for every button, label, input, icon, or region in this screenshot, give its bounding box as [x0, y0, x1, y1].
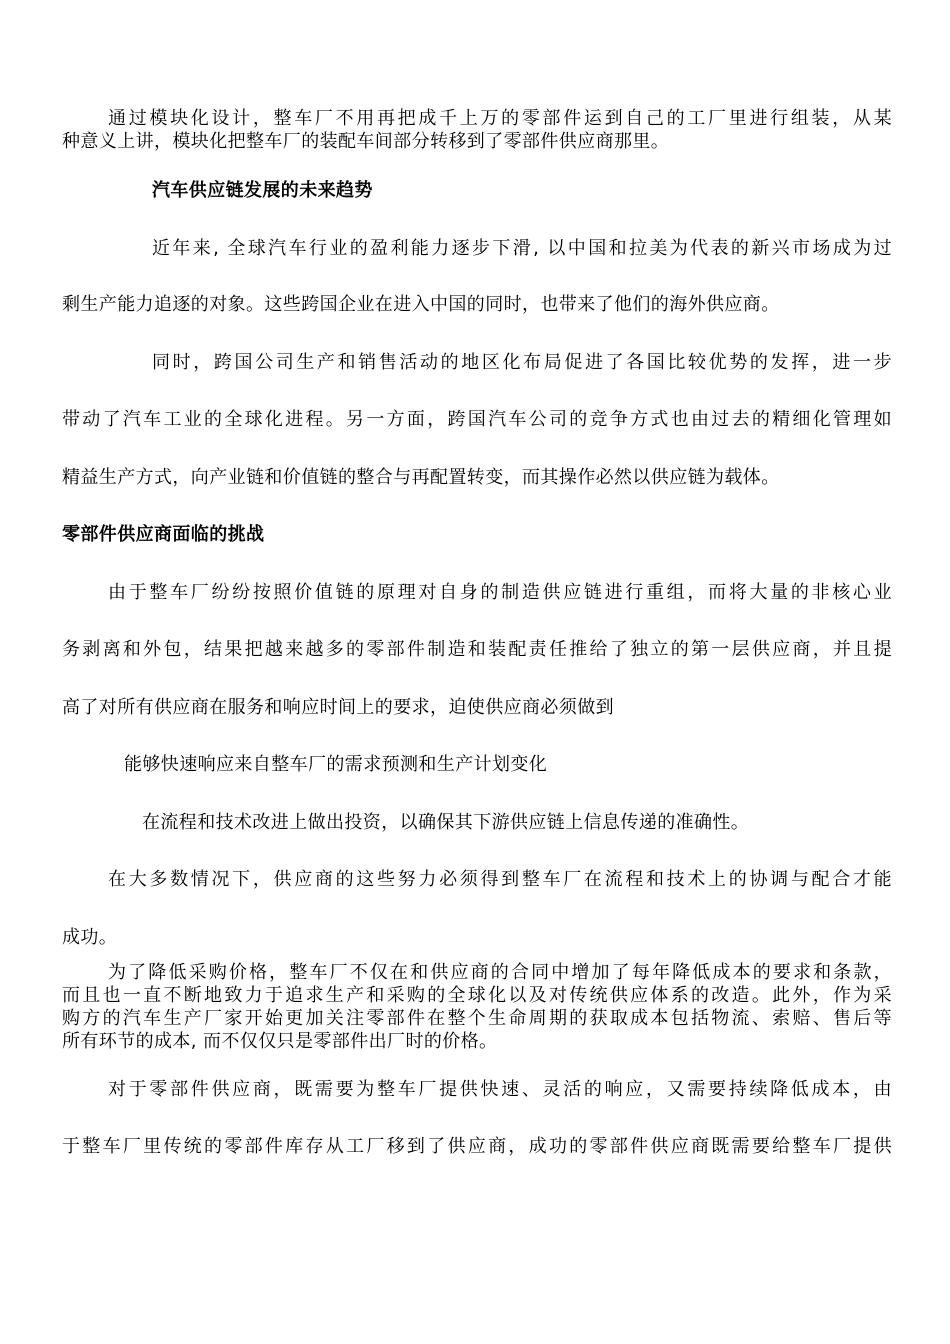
paragraph-1-line-2: 种意义上讲，模块化把整车厂的装配车间部分转移到了零部件供应商那里。: [62, 131, 670, 152]
paragraph-5-line-2: 成功。: [62, 927, 118, 948]
list-item-rapid-response: 能够快速响应来自整车厂的需求预测和生产计划变化: [124, 754, 548, 775]
paragraph-7-line-2: 于整车厂里传统的零部件库存从工厂移到了供应商，成功的零部件供应商既需要给整车厂提供: [62, 1136, 892, 1157]
list-item-process-investment: 在流程和技术改进上做出投资，以确保其下游供应链上信息传递的准确性。: [142, 812, 750, 833]
paragraph-4-line-1: 由于整车厂纷纷按照价值链的原理对自身的制造供应链进行重组，而将大量的非核心业: [108, 582, 892, 603]
paragraph-2-line-1: 近年来, 全球汽车行业的盈利能力逐步下滑, 以中国和拉美为代表的新兴市场成为过: [152, 238, 892, 259]
section-heading-future-trends: 汽车供应链发展的未来趋势: [152, 180, 373, 201]
section-heading-challenges: 零部件供应商面临的挑战: [62, 524, 265, 545]
paragraph-5-line-1: 在大多数情况下，供应商的这些努力必须得到整车厂在流程和技术上的协调与配合才能: [108, 869, 892, 890]
paragraph-4-line-3: 高了对所有供应商在服务和响应时间上的要求，迫使供应商必须做到: [62, 697, 614, 718]
paragraph-1-line-1: 通过模块化设计，整车厂不用再把成千上万的零部件运到自己的工厂里进行组装，从某: [108, 108, 892, 129]
paragraph-4-line-2: 务剥离和外包，结果把越来越多的零部件制造和装配责任推给了独立的第一层供应商，并且提: [62, 639, 892, 660]
paragraph-6-line-3: 购方的汽车生产厂家开始更加关注零部件在整个生命周期的获取成本包括物流、索赔、售后等: [62, 1008, 892, 1029]
paragraph-6-line-1: 为了降低采购价格，整车厂不仅在和供应商的合同中增加了每年降低成本的要求和条款，: [108, 962, 892, 983]
paragraph-3-line-2: 带动了汽车工业的全球化进程。另一方面，跨国汽车公司的竞争方式也由过去的精细化管理如: [62, 409, 892, 430]
paragraph-6-line-4: 所有环节的成本, 而不仅仅只是零部件出厂时的价格。: [62, 1031, 498, 1052]
paragraph-3-line-3: 精益生产方式，向产业链和价值链的整合与再配置转变，而其操作必然以供应链为载体。: [62, 467, 780, 488]
paragraph-2-line-2: 剩生产能力追逐的对象。这些跨国企业在进入中国的同时，也带来了他们的海外供应商。: [62, 294, 780, 315]
paragraph-7-line-1: 对于零部件供应商，既需要为整车厂提供快速、灵活的响应，又需要持续降低成本，由: [108, 1079, 892, 1100]
paragraph-3-line-1: 同时，跨国公司生产和销售活动的地区化布局促进了各国比较优势的发挥，进一步: [152, 352, 892, 373]
paragraph-6-line-2: 而且也一直不断地致力于追求生产和采购的全球化以及对传统供应体系的改造。此外，作为采: [62, 985, 892, 1006]
